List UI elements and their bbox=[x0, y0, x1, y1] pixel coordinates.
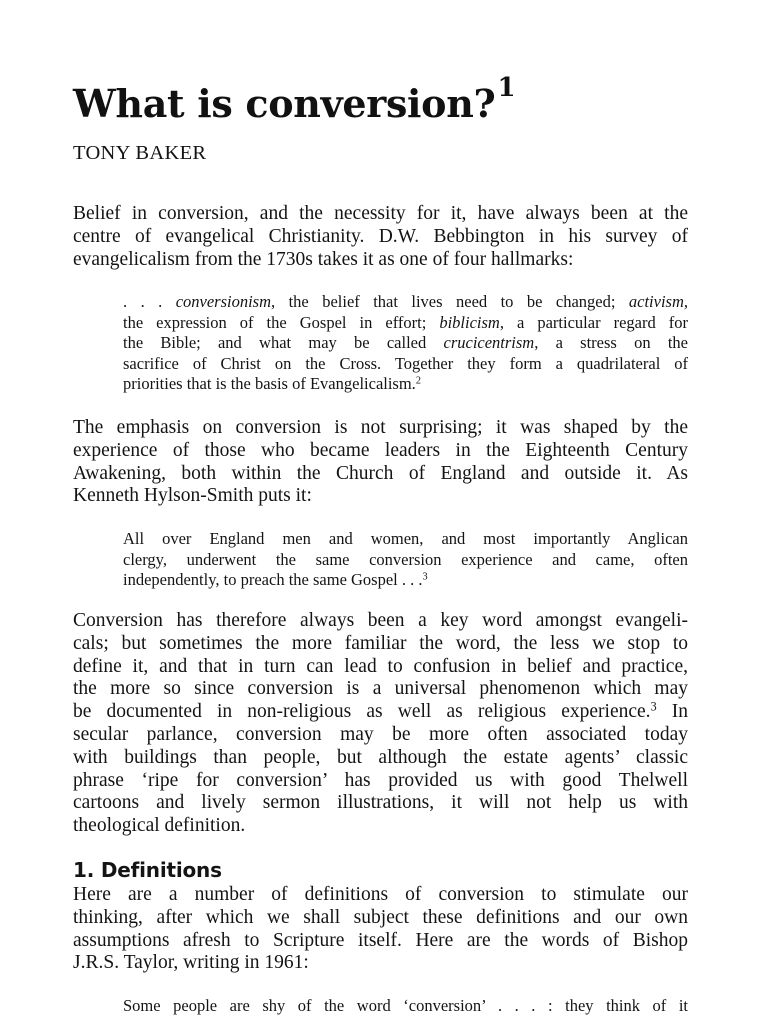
paragraph-3 bbox=[73, 610, 688, 838]
quote-line: sacrifice of Christ on the Cross. Together they form a quadrilateral of bbox=[123, 353, 688, 373]
paragraph-line: cals; but sometimes the more familiar the word, the less we stop to bbox=[73, 632, 688, 654]
paragraph-line: thinking, after which we shall subject these definitions and our own bbox=[73, 906, 688, 928]
footnote-marker: 3 bbox=[650, 699, 657, 714]
title-footnote-marker: 1 bbox=[497, 73, 516, 103]
footnote-marker: 2 bbox=[415, 375, 421, 387]
quote-line: priorities that is the basis of Evangelicalism.$^2$ bbox=[123, 374, 421, 394]
paragraph-line: phrase ‘ripe for conversion’ has provided us with good Thelwell bbox=[73, 769, 688, 791]
quote-line: the Bible; and what may be called crucicentrism, a stress on the bbox=[123, 333, 688, 353]
paragraph-line: secular parlance, conversion may be more often associated today bbox=[73, 723, 688, 745]
paragraph-line: be documented in non-religious as well as religious experience.$^3$ In bbox=[73, 699, 688, 723]
paragraph-line: Belief in conversion, and the necessity for it, have always been at the bbox=[73, 203, 688, 224]
emphasis: biblicism bbox=[439, 312, 500, 332]
quote-line: . . . conversionism, the belief that lives need to be changed; activism, bbox=[123, 292, 688, 311]
block-quote-3 bbox=[123, 996, 688, 1017]
block-quote-2 bbox=[123, 529, 688, 591]
section-heading: 1. Definitions bbox=[73, 858, 222, 882]
emphasis: activism bbox=[628, 292, 684, 311]
paragraph-line: with buildings than people, but although the estate agents’ classic bbox=[73, 746, 688, 768]
paragraph-line: evangelicalism from the 1730s takes it as one of four hallmarks: bbox=[73, 248, 574, 270]
paragraph-line: cartoons and lively sermon illustrations, it will not help us with bbox=[73, 792, 688, 814]
emphasis: crucicentrism bbox=[443, 333, 535, 353]
paragraph-line: experience of those who became leaders in the Eighteenth Century bbox=[73, 439, 688, 461]
quote-line: independently, to preach the same Gospel . . .$^3$ bbox=[123, 570, 428, 590]
paragraph-line: centre of evangelical Christianity. D.W. Bebbington in his survey of bbox=[73, 225, 688, 247]
paragraph-2 bbox=[73, 417, 688, 508]
quote-line: Some people are shy of the word ‘conversion’ . . . : they think of it bbox=[123, 996, 688, 1015]
quote-line: clergy, underwent the same conversion experience and came, often bbox=[123, 549, 688, 569]
section-1-paragraph bbox=[73, 884, 688, 975]
article-title-text: What is conversion? bbox=[73, 81, 496, 126]
emphasis: conversionism bbox=[175, 292, 272, 311]
paragraph-line: Here are a number of definitions of conversion to stimulate our bbox=[73, 884, 688, 905]
paragraph-line: define it, and that in turn can lead to confusion in belief and practice, bbox=[73, 655, 688, 677]
quote-line: the expression of the Gospel in effort; biblicism, a particular regard for bbox=[123, 312, 688, 332]
paragraph-line: The emphasis on conversion is not surprising; it was shaped by the bbox=[73, 417, 688, 438]
paragraph-line: theological definition. bbox=[73, 815, 246, 837]
article-title bbox=[73, 73, 516, 129]
paragraph-line: Conversion has therefore always been a key word amongst evangeli- bbox=[73, 610, 688, 631]
article-author: TONY BAKER bbox=[73, 142, 207, 164]
footnote-marker: 3 bbox=[422, 571, 428, 583]
paragraph-line: the more so since conversion is a universal phenomenon which may bbox=[73, 678, 688, 700]
paragraph-line: J.R.S. Taylor, writing in 1961: bbox=[73, 952, 309, 974]
quote-line: All over England men and women, and most importantly Anglican bbox=[123, 529, 688, 548]
block-quote-1 bbox=[123, 292, 688, 395]
paragraph-line: assumptions afresh to Scripture itself. Here are the words of Bishop bbox=[73, 929, 688, 951]
paragraph-line: Kenneth Hylson-Smith puts it: bbox=[73, 485, 312, 507]
paragraph-1 bbox=[73, 203, 688, 271]
paragraph-line: Awakening, both within the Church of England and outside it. As bbox=[73, 462, 688, 484]
